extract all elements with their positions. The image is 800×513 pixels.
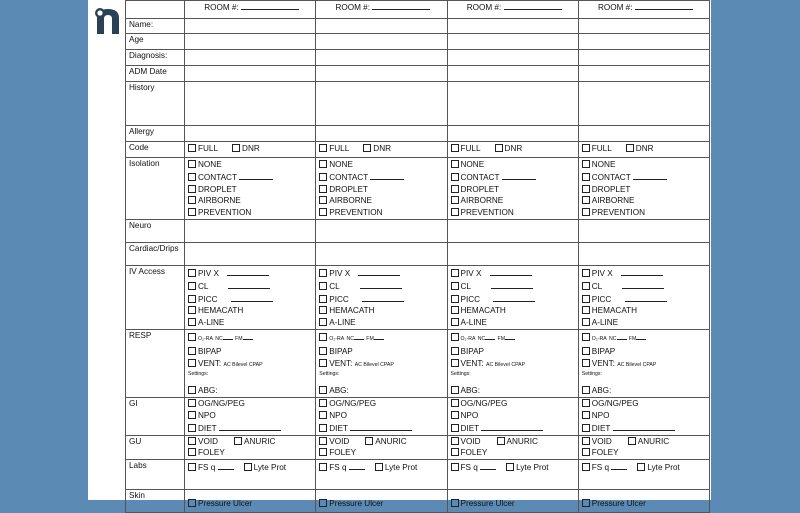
room-label: ROOM #: bbox=[597, 3, 633, 12]
row-gu bbox=[126, 435, 710, 460]
option: BIPAP bbox=[319, 346, 446, 358]
option: PREVENTION bbox=[319, 207, 446, 219]
cell-gu-room-3[interactable]: VOID ANURIC FOLEY bbox=[447, 435, 578, 460]
row-cardiac bbox=[126, 243, 710, 266]
row-label-cardiac: Cardiac/Drips bbox=[126, 243, 185, 266]
checkbox[interactable] bbox=[495, 144, 503, 152]
checkbox[interactable] bbox=[188, 196, 196, 204]
checkbox[interactable] bbox=[582, 185, 590, 193]
cell-age-room-2[interactable] bbox=[316, 34, 447, 50]
checkbox[interactable] bbox=[628, 437, 636, 445]
checkbox[interactable] bbox=[188, 144, 196, 152]
checkbox[interactable] bbox=[319, 499, 327, 507]
row-label-name: Name: bbox=[126, 19, 185, 34]
cell-gu-room-2[interactable]: VOID ANURIC FOLEY bbox=[316, 435, 447, 460]
checkbox[interactable] bbox=[451, 295, 459, 303]
checkbox[interactable] bbox=[582, 411, 590, 419]
option: DIET bbox=[188, 422, 315, 435]
checkbox[interactable] bbox=[582, 448, 590, 456]
cell-header-room-1[interactable] bbox=[185, 1, 316, 19]
checkbox[interactable] bbox=[637, 463, 645, 471]
option: OG/NG/PEG bbox=[319, 398, 446, 410]
option: PIV X bbox=[582, 267, 709, 280]
checkbox[interactable] bbox=[319, 437, 327, 445]
cell-diagnosis-room-2[interactable] bbox=[316, 50, 447, 66]
cell-code-room-2[interactable]: FULL DNR bbox=[316, 142, 447, 158]
cell-allergy-room-2[interactable] bbox=[316, 126, 447, 142]
checkbox[interactable] bbox=[582, 318, 590, 326]
option: FOLEY bbox=[188, 447, 315, 459]
row-allergy bbox=[126, 126, 710, 142]
option: PICC bbox=[319, 293, 446, 306]
option: DIET bbox=[319, 422, 446, 435]
cell-name-room-1[interactable] bbox=[185, 19, 316, 34]
checkbox[interactable] bbox=[451, 306, 459, 314]
option: BIPAP bbox=[582, 346, 709, 358]
checkbox[interactable] bbox=[319, 185, 327, 193]
checkbox[interactable] bbox=[506, 463, 514, 471]
option: HEMACATH bbox=[319, 305, 446, 317]
option: NONE bbox=[451, 159, 578, 171]
checkbox[interactable] bbox=[582, 499, 590, 507]
checkbox[interactable] bbox=[375, 463, 383, 471]
option: PIV X bbox=[188, 267, 315, 280]
row-label-adm-date: ADM Date bbox=[126, 66, 185, 82]
option: AIRBORNE bbox=[451, 195, 578, 207]
checkbox[interactable] bbox=[582, 306, 590, 314]
option: AIRBORNE bbox=[582, 195, 709, 207]
cell-allergy-room-4[interactable] bbox=[578, 126, 709, 142]
checkbox[interactable] bbox=[582, 424, 590, 432]
cell-name-room-3[interactable] bbox=[447, 19, 578, 34]
checkbox[interactable] bbox=[188, 318, 196, 326]
room-label: ROOM #: bbox=[466, 3, 502, 12]
cell-skin-room-4[interactable]: Pressure Ulcer bbox=[578, 490, 709, 513]
cell-adm-date-room-1[interactable] bbox=[185, 66, 316, 82]
cell-skin-room-3[interactable]: Pressure Ulcer bbox=[447, 490, 578, 513]
checkbox[interactable] bbox=[582, 399, 590, 407]
option: CL bbox=[319, 280, 446, 293]
option: NONE bbox=[188, 159, 315, 171]
option: DROPLET bbox=[451, 184, 578, 196]
option: A-LINE bbox=[451, 317, 578, 329]
checkbox[interactable] bbox=[234, 437, 242, 445]
option: FOLEY bbox=[582, 447, 709, 459]
option: FOLEY bbox=[451, 447, 578, 459]
room-blank[interactable] bbox=[372, 1, 430, 10]
checkbox[interactable] bbox=[188, 399, 196, 407]
checkbox[interactable] bbox=[319, 359, 327, 367]
cell-age-room-1[interactable] bbox=[185, 34, 316, 50]
row-resp bbox=[126, 329, 710, 397]
checkbox[interactable] bbox=[188, 306, 196, 314]
row-label-gu: GU bbox=[126, 435, 185, 460]
option: BIPAP bbox=[188, 346, 315, 358]
shift-report-sheet bbox=[88, 0, 711, 509]
checkbox[interactable] bbox=[582, 333, 590, 341]
cell-code-room-3[interactable]: FULL DNR bbox=[447, 142, 578, 158]
option: CL bbox=[451, 280, 578, 293]
checkbox[interactable] bbox=[232, 144, 240, 152]
option: PICC bbox=[188, 293, 315, 306]
row-label-skin: Skin bbox=[126, 490, 185, 513]
cell-neuro-room-3[interactable] bbox=[447, 220, 578, 243]
checkbox[interactable] bbox=[244, 463, 252, 471]
room-label: ROOM #: bbox=[204, 3, 239, 12]
row-label-code: Code bbox=[126, 142, 185, 158]
cell-allergy-room-3[interactable] bbox=[447, 126, 578, 142]
row-label-age: Age bbox=[126, 34, 185, 50]
cell-code-room-1[interactable]: FULL DNR bbox=[185, 142, 316, 158]
option: OG/NG/PEG bbox=[188, 398, 315, 410]
checkbox[interactable] bbox=[451, 437, 459, 445]
checkbox[interactable] bbox=[319, 386, 327, 394]
cell-isolation-room-2[interactable] bbox=[316, 158, 447, 220]
option: NPO bbox=[319, 410, 446, 422]
option: NONE bbox=[319, 159, 446, 171]
row-label-allergy: Allergy bbox=[126, 126, 185, 142]
checkbox[interactable] bbox=[582, 437, 590, 445]
row-label-diagnosis: Diagnosis: bbox=[126, 50, 185, 66]
row-neuro bbox=[126, 220, 710, 243]
checkbox[interactable] bbox=[451, 463, 459, 471]
checkbox[interactable] bbox=[451, 269, 459, 277]
checkbox[interactable] bbox=[582, 359, 590, 367]
checkbox[interactable] bbox=[188, 269, 196, 277]
cell-isolation-room-3[interactable] bbox=[447, 158, 578, 220]
checkbox[interactable] bbox=[363, 144, 371, 152]
room-blank[interactable] bbox=[241, 1, 299, 10]
cell-iv-room-4[interactable] bbox=[578, 266, 709, 330]
checkbox[interactable] bbox=[319, 282, 327, 290]
option: AIRBORNE bbox=[319, 195, 446, 207]
checkbox[interactable] bbox=[319, 144, 327, 152]
checkbox[interactable] bbox=[188, 448, 196, 456]
checkbox[interactable] bbox=[582, 208, 590, 216]
option: HEMACATH bbox=[188, 305, 315, 317]
checkbox[interactable] bbox=[188, 173, 196, 181]
row-diagnosis bbox=[126, 50, 710, 66]
row-code bbox=[126, 142, 710, 158]
cell-age-room-3[interactable] bbox=[447, 34, 578, 50]
checkbox[interactable] bbox=[451, 282, 459, 290]
checkbox[interactable] bbox=[319, 411, 327, 419]
checkbox[interactable] bbox=[188, 160, 196, 168]
option: NPO bbox=[582, 410, 709, 422]
cell-diagnosis-room-4[interactable] bbox=[578, 50, 709, 66]
checkbox[interactable] bbox=[582, 173, 590, 181]
patient-report-table bbox=[125, 0, 710, 513]
checkbox[interactable] bbox=[188, 208, 196, 216]
checkbox[interactable] bbox=[188, 437, 196, 445]
row-label-history: History bbox=[126, 82, 185, 126]
checkbox[interactable] bbox=[319, 306, 327, 314]
checkbox[interactable] bbox=[451, 318, 459, 326]
checkbox[interactable] bbox=[497, 437, 505, 445]
cell-code-room-4[interactable]: FULL DNR bbox=[578, 142, 709, 158]
checkbox[interactable] bbox=[188, 463, 196, 471]
row-age bbox=[126, 34, 710, 50]
row-label-iv: IV Access bbox=[126, 266, 185, 330]
option: AIRBORNE bbox=[188, 195, 315, 207]
cell-age-room-4[interactable] bbox=[578, 34, 709, 50]
cell-resp-room-4[interactable]: O₂-RA NC FM BIPAP VENT: AC Bilevel CPAP Settings: ABG: bbox=[578, 329, 709, 397]
option: PICC bbox=[451, 293, 578, 306]
checkbox[interactable] bbox=[319, 448, 327, 456]
checkbox[interactable] bbox=[365, 437, 373, 445]
cell-header-room-4[interactable] bbox=[578, 1, 709, 19]
checkbox[interactable] bbox=[319, 295, 327, 303]
checkbox[interactable] bbox=[451, 424, 459, 432]
row-skin bbox=[126, 490, 710, 513]
checkbox[interactable] bbox=[319, 208, 327, 216]
option: DROPLET bbox=[582, 184, 709, 196]
option: PREVENTION bbox=[188, 207, 315, 219]
cell-iv-room-3[interactable] bbox=[447, 266, 578, 330]
checkbox[interactable] bbox=[188, 282, 196, 290]
row-label-isolation: Isolation bbox=[126, 158, 185, 220]
row-history bbox=[126, 82, 710, 126]
option: CONTACT bbox=[582, 171, 709, 184]
cell-gi-room-4[interactable] bbox=[578, 398, 709, 435]
option: A-LINE bbox=[319, 317, 446, 329]
cell-name-room-4[interactable] bbox=[578, 19, 709, 34]
cell-neuro-room-1[interactable] bbox=[185, 220, 316, 243]
cell-gi-room-2[interactable] bbox=[316, 398, 447, 435]
option: FOLEY bbox=[319, 447, 446, 459]
option: DIET bbox=[582, 422, 709, 435]
option: CONTACT bbox=[319, 171, 446, 184]
room-label: ROOM #: bbox=[335, 3, 371, 12]
cell-history-room-1[interactable] bbox=[185, 82, 316, 126]
cell-allergy-room-1[interactable] bbox=[185, 126, 316, 142]
checkbox[interactable] bbox=[188, 411, 196, 419]
checkbox[interactable] bbox=[188, 333, 196, 341]
cell-adm-date-room-2[interactable] bbox=[316, 66, 447, 82]
cell-resp-room-2[interactable]: O₂-RA NC FM BIPAP VENT: AC Bilevel CPAP Settings: ABG: bbox=[316, 329, 447, 397]
row-label-neuro: Neuro bbox=[126, 220, 185, 243]
cell-iv-room-2[interactable] bbox=[316, 266, 447, 330]
cell-header-room-3[interactable] bbox=[447, 1, 578, 19]
cell-history-room-4[interactable] bbox=[578, 82, 709, 126]
row-label-resp: RESP bbox=[126, 329, 185, 397]
cell-skin-room-2[interactable]: Pressure Ulcer bbox=[316, 490, 447, 513]
cell-labs-room-4[interactable]: FS q Lyte Prot bbox=[578, 460, 709, 490]
corner-cell bbox=[126, 1, 185, 19]
cell-diagnosis-room-1[interactable] bbox=[185, 50, 316, 66]
checkbox[interactable] bbox=[582, 282, 590, 290]
option: DROPLET bbox=[188, 184, 315, 196]
option: BIPAP bbox=[451, 346, 578, 358]
option: PIV X bbox=[319, 267, 446, 280]
checkbox[interactable] bbox=[582, 269, 590, 277]
cell-neuro-room-4[interactable] bbox=[578, 220, 709, 243]
checkbox[interactable] bbox=[319, 424, 327, 432]
room-blank[interactable] bbox=[635, 1, 693, 10]
checkbox[interactable] bbox=[451, 359, 459, 367]
cell-adm-date-room-4[interactable] bbox=[578, 66, 709, 82]
checkbox[interactable] bbox=[188, 295, 196, 303]
cell-iv-room-1[interactable] bbox=[185, 266, 316, 330]
checkbox[interactable] bbox=[582, 160, 590, 168]
cell-resp-room-3[interactable]: O₂-RA NC FM BIPAP VENT: AC Bilevel CPAP Settings: ABG: bbox=[447, 329, 578, 397]
row-name bbox=[126, 19, 710, 34]
checkbox[interactable] bbox=[451, 196, 459, 204]
checkbox[interactable] bbox=[451, 208, 459, 216]
checkbox[interactable] bbox=[582, 144, 590, 152]
option: NPO bbox=[451, 410, 578, 422]
cell-cardiac-room-4[interactable] bbox=[578, 243, 709, 266]
checkbox[interactable] bbox=[319, 399, 327, 407]
checkbox[interactable] bbox=[188, 386, 196, 394]
cell-header-room-2[interactable] bbox=[316, 1, 447, 19]
row-labs bbox=[126, 460, 710, 490]
checkbox[interactable] bbox=[451, 386, 459, 394]
checkbox[interactable] bbox=[582, 295, 590, 303]
checkbox[interactable] bbox=[451, 399, 459, 407]
room-blank[interactable] bbox=[504, 1, 562, 10]
row-header bbox=[126, 1, 710, 19]
cell-cardiac-room-2[interactable] bbox=[316, 243, 447, 266]
checkbox[interactable] bbox=[451, 411, 459, 419]
checkbox[interactable] bbox=[451, 185, 459, 193]
row-label-gi: GI bbox=[126, 398, 185, 435]
checkbox[interactable] bbox=[626, 144, 634, 152]
cell-gu-room-4[interactable]: VOID ANURIC FOLEY bbox=[578, 435, 709, 460]
cell-cardiac-room-3[interactable] bbox=[447, 243, 578, 266]
checkbox[interactable] bbox=[188, 359, 196, 367]
checkbox[interactable] bbox=[188, 424, 196, 432]
option: HEMACATH bbox=[582, 305, 709, 317]
cell-history-room-3[interactable] bbox=[447, 82, 578, 126]
checkbox[interactable] bbox=[319, 269, 327, 277]
checkbox[interactable] bbox=[582, 196, 590, 204]
option: CONTACT bbox=[451, 171, 578, 184]
option: A-LINE bbox=[188, 317, 315, 329]
checkbox[interactable] bbox=[451, 144, 459, 152]
checkbox[interactable] bbox=[451, 173, 459, 181]
option: PREVENTION bbox=[582, 207, 709, 219]
row-label-labs: Labs bbox=[126, 460, 185, 490]
cell-labs-room-3[interactable]: FS q Lyte Prot bbox=[447, 460, 578, 490]
option: PREVENTION bbox=[451, 207, 578, 219]
option: NPO bbox=[188, 410, 315, 422]
option: OG/NG/PEG bbox=[582, 398, 709, 410]
row-iv bbox=[126, 266, 710, 330]
cell-cardiac-room-1[interactable] bbox=[185, 243, 316, 266]
checkbox[interactable] bbox=[319, 173, 327, 181]
nurse-logo-icon bbox=[91, 4, 125, 38]
cell-gi-room-1[interactable] bbox=[185, 398, 316, 435]
cell-name-room-2[interactable] bbox=[316, 19, 447, 34]
checkbox[interactable] bbox=[319, 318, 327, 326]
option: DROPLET bbox=[319, 184, 446, 196]
option: PICC bbox=[582, 293, 709, 306]
checkbox[interactable] bbox=[451, 333, 459, 341]
cell-gi-room-3[interactable] bbox=[447, 398, 578, 435]
cell-labs-room-2[interactable]: FS q Lyte Prot bbox=[316, 460, 447, 490]
cell-adm-date-room-3[interactable] bbox=[447, 66, 578, 82]
cell-isolation-room-1[interactable] bbox=[185, 158, 316, 220]
checkbox[interactable] bbox=[319, 160, 327, 168]
cell-isolation-room-4[interactable] bbox=[578, 158, 709, 220]
checkbox[interactable] bbox=[451, 347, 459, 355]
option: A-LINE bbox=[582, 317, 709, 329]
cell-history-room-2[interactable] bbox=[316, 82, 447, 126]
checkbox[interactable] bbox=[319, 333, 327, 341]
checkbox[interactable] bbox=[188, 347, 196, 355]
option: CL bbox=[582, 280, 709, 293]
cell-gu-room-1[interactable]: VOID ANURIC FOLEY bbox=[185, 435, 316, 460]
option: CONTACT bbox=[188, 171, 315, 184]
option: NONE bbox=[582, 159, 709, 171]
checkbox[interactable] bbox=[451, 499, 459, 507]
checkbox[interactable] bbox=[582, 386, 590, 394]
option: OG/NG/PEG bbox=[451, 398, 578, 410]
checkbox[interactable] bbox=[582, 463, 590, 471]
cell-neuro-room-2[interactable] bbox=[316, 220, 447, 243]
option: PIV X bbox=[451, 267, 578, 280]
cell-labs-room-1[interactable]: FS q Lyte Prot bbox=[185, 460, 316, 490]
checkbox[interactable] bbox=[319, 196, 327, 204]
checkbox[interactable] bbox=[451, 448, 459, 456]
row-isolation bbox=[126, 158, 710, 220]
checkbox[interactable] bbox=[188, 185, 196, 193]
row-gi bbox=[126, 398, 710, 435]
checkbox[interactable] bbox=[188, 499, 196, 507]
cell-resp-room-1[interactable]: O₂-RA NC FM BIPAP VENT: AC Bilevel CPAP Settings: ABG: bbox=[185, 329, 316, 397]
cell-skin-room-1[interactable]: Pressure Ulcer bbox=[185, 490, 316, 513]
checkbox[interactable] bbox=[582, 347, 590, 355]
checkbox[interactable] bbox=[451, 160, 459, 168]
option: DIET bbox=[451, 422, 578, 435]
checkbox[interactable] bbox=[319, 347, 327, 355]
option: CL bbox=[188, 280, 315, 293]
row-adm-date bbox=[126, 66, 710, 82]
cell-diagnosis-room-3[interactable] bbox=[447, 50, 578, 66]
option: HEMACATH bbox=[451, 305, 578, 317]
checkbox[interactable] bbox=[319, 463, 327, 471]
